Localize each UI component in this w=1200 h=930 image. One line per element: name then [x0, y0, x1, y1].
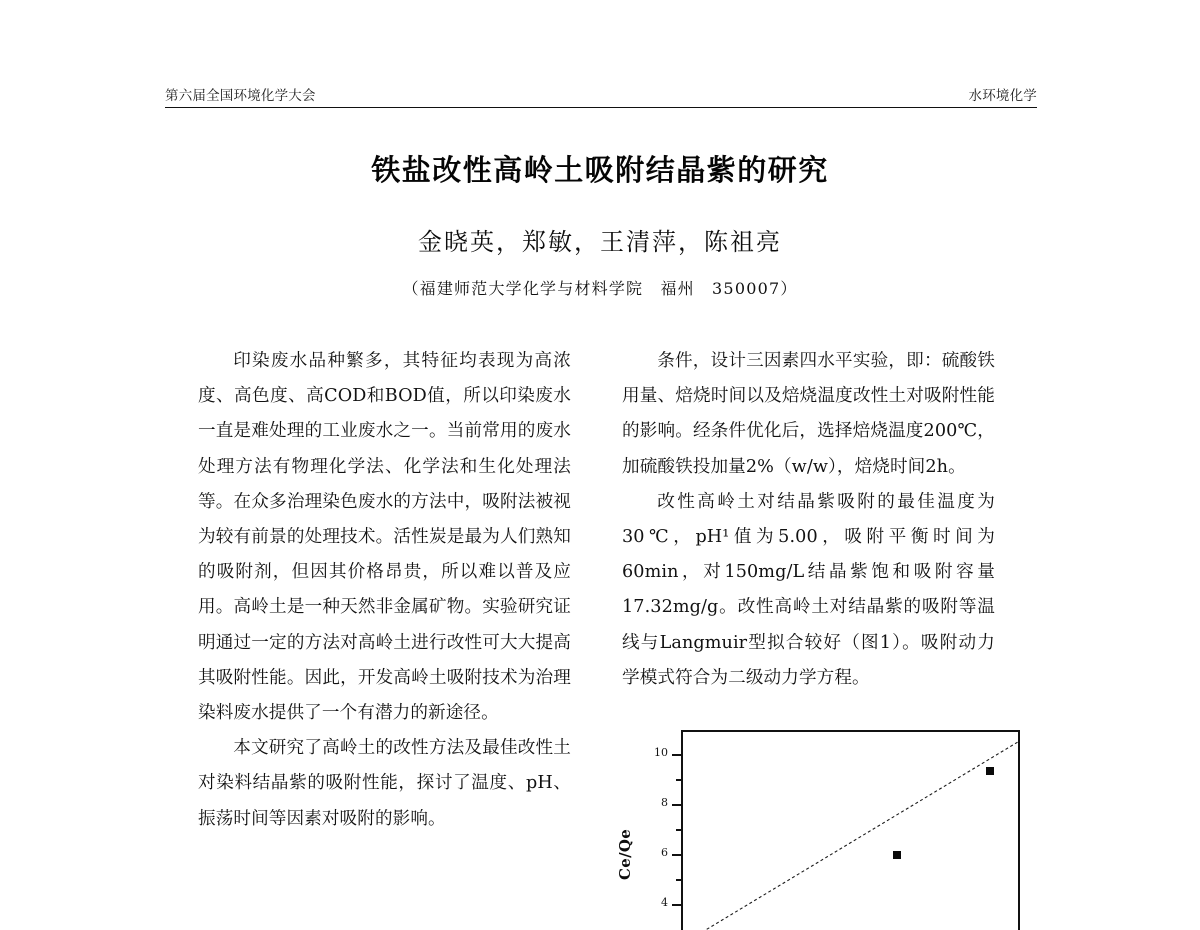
author-list: 金晓英，郑敏，王清萍，陈祖亮 [418, 228, 782, 256]
header-rule [165, 107, 1037, 108]
chart-y-tick-label: 8 [661, 796, 668, 809]
chart-y-axis [616, 730, 681, 930]
chart-tick-mark [672, 804, 681, 806]
paragraph: 改性高岭土对结晶紫吸附的最佳温度为30℃，pH¹值为5.00，吸附平衡时间为60min，对150mg/L结晶紫饱和吸附容量17.32mg/g。改性高岭土对结晶紫的吸附等温线与Langmuir型拟合较好（图1）。吸附动力学模式符合为二级动力学方程。 [622, 491, 995, 688]
chart-tick-mark [672, 904, 681, 906]
running-header-section: 水环境化学 [968, 88, 1037, 104]
chart-plot-area [681, 730, 1020, 930]
chart-fit-line [683, 732, 1018, 930]
chart-tick-mark [672, 854, 681, 856]
chart-data-point [893, 851, 901, 859]
chart-y-axis-label: Ce/Qe [616, 828, 634, 880]
running-header [165, 84, 1037, 104]
figure-langmuir-isotherm [616, 700, 1036, 909]
page-title: 铁盐改性高岭土吸附结晶紫的研究 [371, 153, 829, 187]
chart-tick-mark [672, 754, 681, 756]
running-header-conference: 第六届全国环境化学大会 [165, 88, 316, 104]
affiliation: （福建师范大学化学与材料学院 福州 350007） [402, 279, 798, 298]
chart-y-tick-label: 6 [661, 846, 668, 859]
body-column-right [622, 344, 995, 696]
chart-y-tick-label: 4 [661, 896, 668, 909]
chart-data-point [986, 767, 994, 775]
paragraph: 条件，设计三因素四水平实验，即：硫酸铁用量、焙烧时间以及焙烧温度改性土对吸附性能的影响。经条件优化后，选择焙烧温度200℃，加硫酸铁投加量2%（w/w），焙烧时间2h。 [622, 351, 995, 477]
chart-y-tick-label: 10 [654, 746, 668, 759]
paragraph: 印染废水品种繁多，其特征均表现为高浓度、高色度、高COD和BOD值，所以印染废水一直是难处理的工业废水之一。当前常用的废水处理方法有物理化学法、化学法和生化处理法等。在众多治理染色废水的方法中，吸附法被视为较有前景的处理技术。活性炭是最为人们熟知的吸附剂，但因其价格昂贵，所以难以普及应用。高岭土是一种天然非金属矿物。实验研究证明通过一定的方法对高岭土进行改性可大大提高其吸附性能。因此，开发高岭土吸附技术为治理染料废水提供了一个有潜力的新途径。 [198, 351, 571, 724]
body-column-left [198, 344, 571, 837]
paragraph: 本文研究了高岭土的改性方法及最佳改性土对染料结晶紫的吸附性能，探讨了温度、pH、振荡时间等因素对吸附的影响。 [198, 738, 571, 829]
